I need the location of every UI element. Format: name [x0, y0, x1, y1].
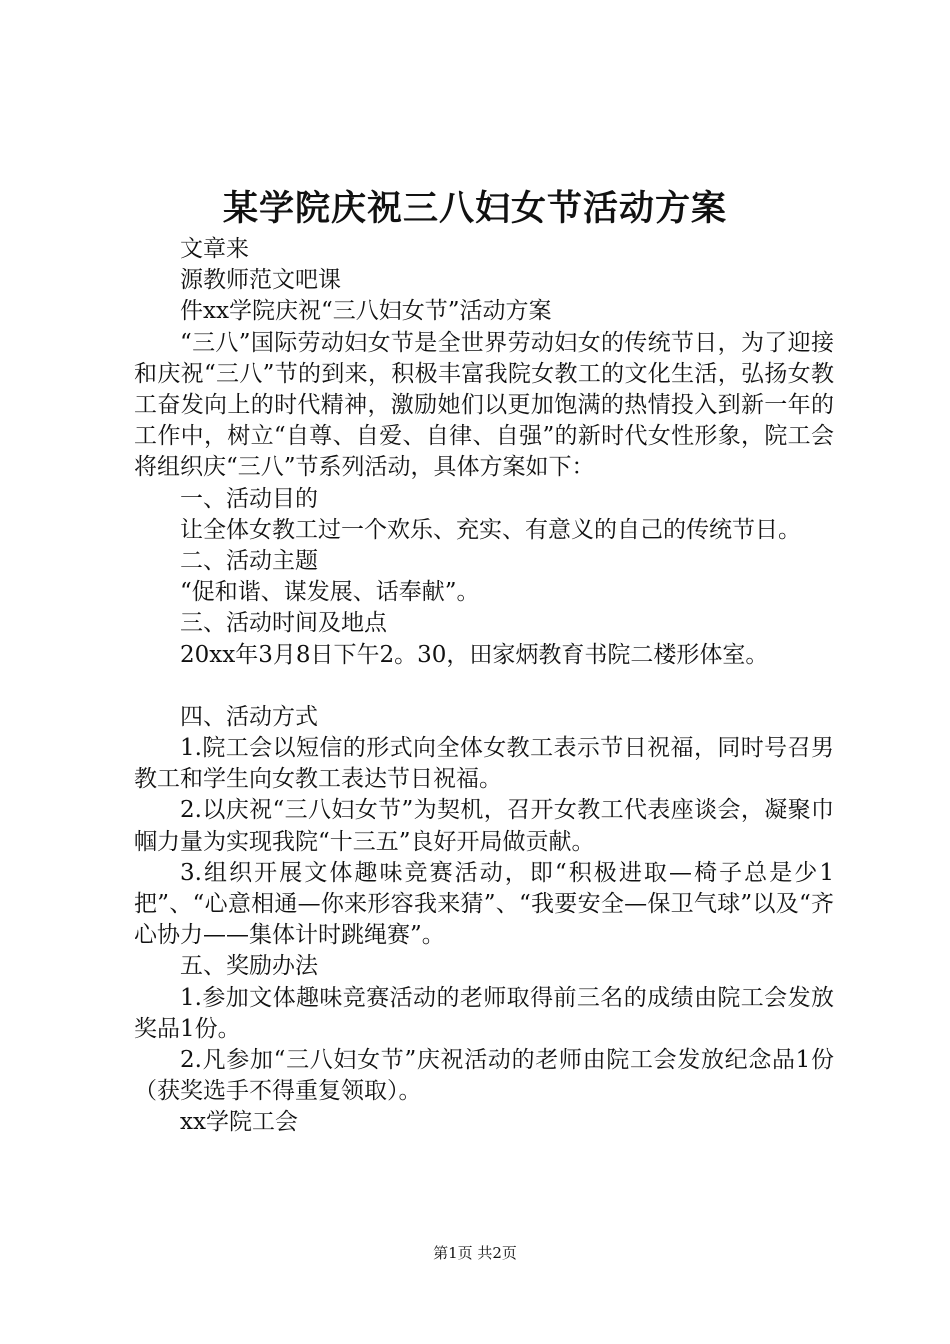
page-footer: 第1页 共2页 [433, 1244, 517, 1262]
document-body [134, 234, 834, 1139]
list-item: 1.院工会以短信的形式向全体女教工表示节日祝福，同时号召男教工和学生向女教工表达节日祝福。 [134, 735, 834, 793]
document-title: 某学院庆祝三八妇女节活动方案 [222, 188, 727, 229]
paragraph: 源教师范文吧课 [180, 267, 341, 294]
paragraph: 20xx年3月8日下午2。30，田家炳教育书院二楼形体室。 [180, 641, 769, 668]
section-heading: 三、活动时间及地点 [180, 610, 387, 637]
list-item: 2.凡参加“三八妇女节”庆祝活动的老师由院工会发放纪念品1份（获奖选手不得重复领取）。 [134, 1047, 834, 1105]
section-heading: 四、活动方式 [180, 703, 318, 730]
list-item: 2.以庆祝“三八妇女节”为契机，召开女教工代表座谈会，凝聚巾帼力量为实现我院“十三五”良好开局做贡献。 [134, 797, 834, 855]
section-heading: 五、奖励办法 [180, 953, 318, 980]
section-heading: 一、活动目的 [180, 485, 318, 512]
paragraph: “促和谐、谋发展、话奉献”。 [180, 579, 480, 606]
blank-line [134, 671, 834, 702]
list-item: 3.组织开展文体趣味竞赛活动，即“积极进取—椅子总是少1把”、“心意相通—你来形容我来猜”、“我要安全—保卫气球”以及“齐心协力——集体计时跳绳赛”。 [134, 859, 834, 949]
signature: xx学院工会 [180, 1109, 298, 1136]
intro-paragraph: “三八”国际劳动妇女节是全世界劳动妇女的传统节日，为了迎接和庆祝“三八”节的到来，积极丰富我院女教工的文化生活，弘扬女教工奋发向上的时代精神，激励她们以更加饱满的热情投入到新一年的工作中，树立“自尊、自爱、自律、自强”的新时代女性形象，院工会将组织庆“三八”节系列活动，具体方案如下： [134, 329, 834, 481]
list-item: 1.参加文体趣味竞赛活动的老师取得前三名的成绩由院工会发放奖品1份。 [134, 984, 834, 1042]
paragraph: 件xx学院庆祝“三八妇女节”活动方案 [180, 298, 552, 325]
paragraph: 文章来 [180, 236, 249, 262]
section-heading: 二、活动主题 [180, 548, 318, 575]
paragraph: 让全体女教工过一个欢乐、充实、有意义的自己的传统节日。 [180, 516, 801, 543]
